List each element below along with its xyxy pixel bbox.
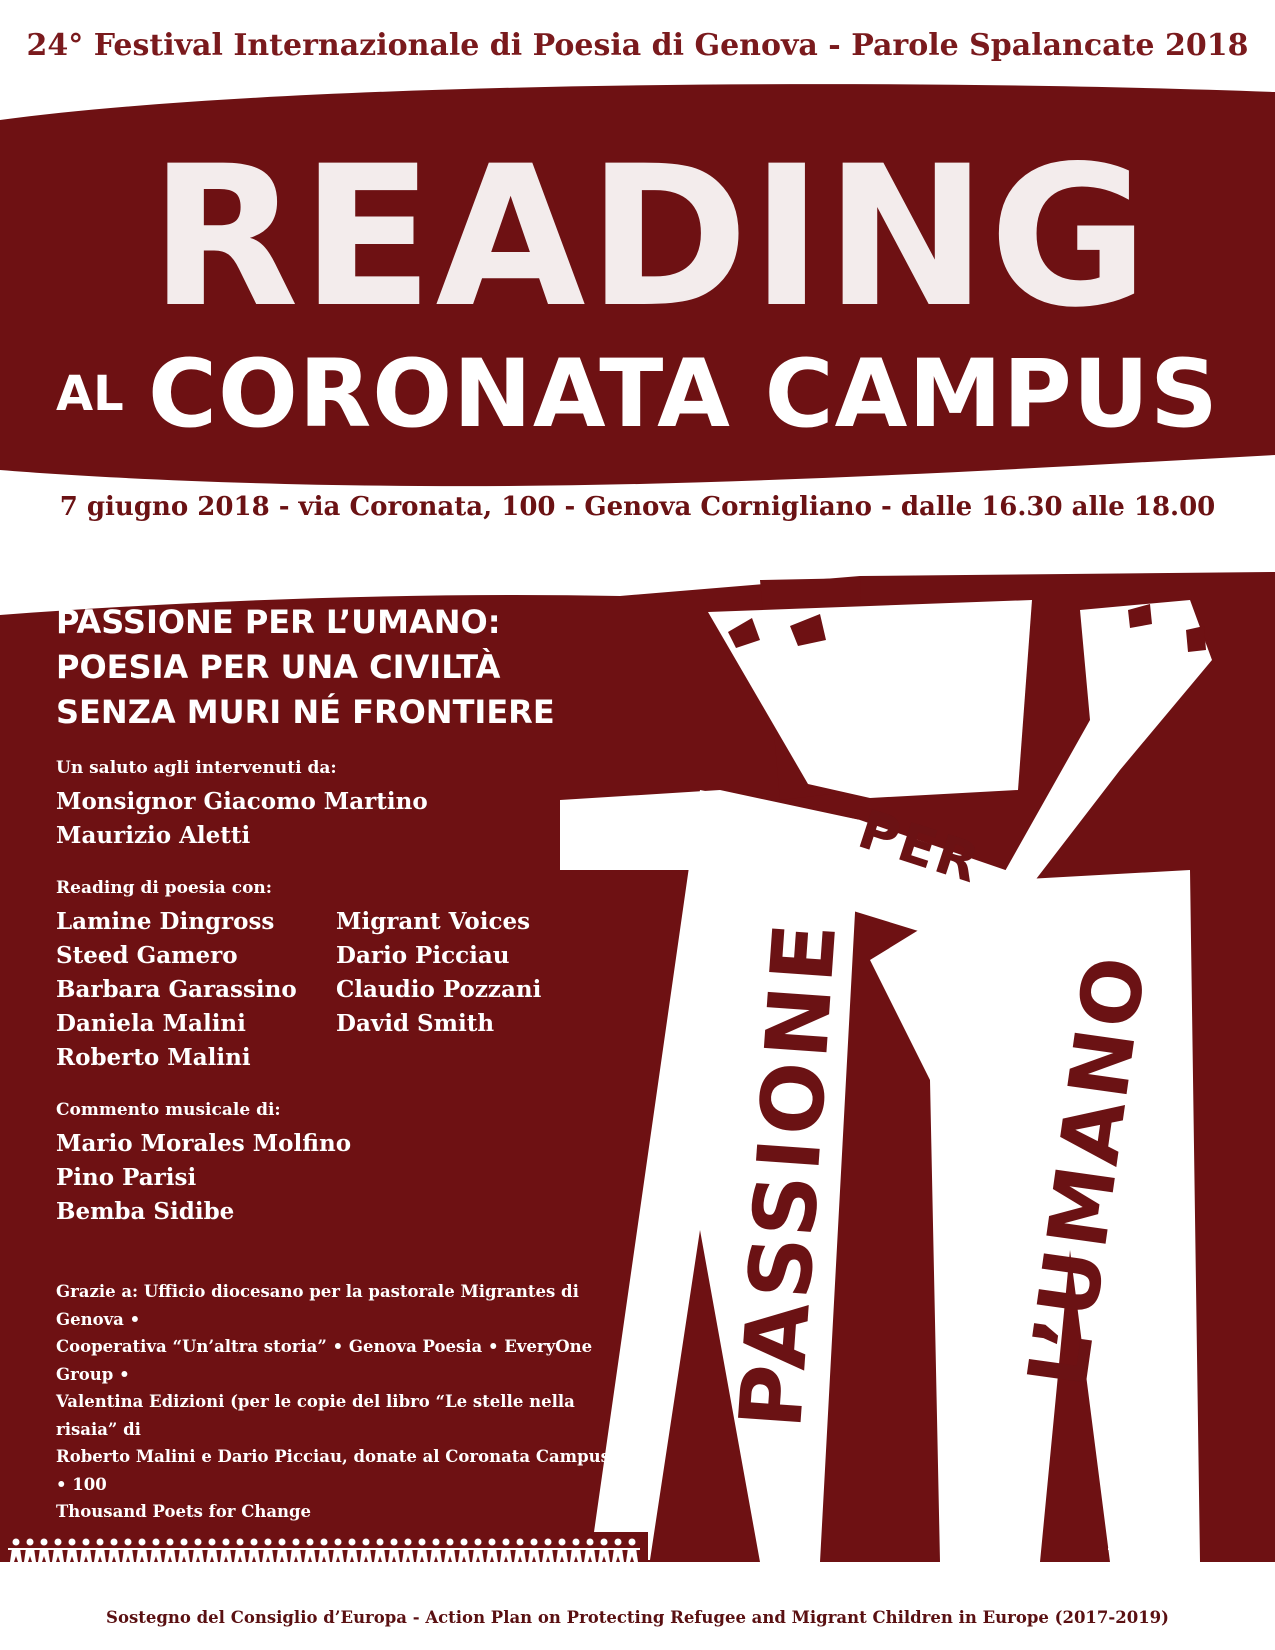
reader-name: Steed Gamero (56, 942, 238, 969)
festival-header: 24° Festival Internazionale di Poesia di Genova - Parole Spalancate 2018 (26, 28, 1249, 63)
event-details: 7 giugno 2018 - via Coronata, 100 - Genova Cornigliano - dalle 16.30 alle 18.00 (59, 492, 1216, 522)
acknowledgement-line: Grazie a: Ufficio diocesano per la pastorale Migrantes di Genova • (56, 1282, 579, 1329)
reader-name: Lamine Dingross (56, 908, 275, 935)
reader-name: David Smith (336, 1010, 495, 1037)
acknowledgement-line: Thousand Poets for Change (56, 1502, 312, 1521)
title-prefix: AL (56, 366, 124, 422)
music-section (56, 1099, 696, 1229)
readers-section (56, 877, 696, 1075)
headline (56, 600, 696, 735)
figure-word-per: PER (850, 797, 989, 896)
reader-name: Daniela Malini (56, 1010, 246, 1037)
acknowledgement-line: Roberto Malini e Dario Picciau, donate al Coronata Campus) • 100 (56, 1447, 618, 1494)
reader-name: Roberto Malini (56, 1044, 251, 1071)
title-subtitle: CORONATA CAMPUS (148, 340, 1219, 449)
headline-line: PASSIONE PER L’UMANO: (56, 603, 501, 641)
headline-line: SENZA MURI NÉ FRONTIERE (56, 693, 555, 731)
musician-name: Bemba Sidibe (56, 1198, 235, 1225)
greetings-section (56, 757, 696, 853)
reader-name: Dario Picciau (336, 942, 510, 969)
musician-name: Pino Parisi (56, 1164, 197, 1191)
reader-name: Migrant Voices (336, 908, 531, 935)
reader-name: Barbara Garassino (56, 976, 297, 1003)
headline-line: POESIA PER UNA CIVILTÀ (56, 648, 501, 686)
figure-word-passione: PASSIONE (721, 916, 857, 1432)
musician-name: Mario Morales Molfino (56, 1130, 352, 1157)
figure-word-lumano: L’UMANO (1010, 948, 1166, 1393)
music-label: Commento musicale di: (56, 1100, 281, 1120)
reader-name: Claudio Pozzani (336, 976, 542, 1003)
readers-column-2 (336, 905, 636, 1075)
acknowledgement-line: Cooperativa “Un’altra storia” • Genova Poesia • EveryOne Group • (56, 1337, 593, 1384)
footer-support-note: Sostegno del Consiglio d’Europa - Action Plan on Protecting Refugee and Migrant Children in Europe (2017-2019) (106, 1608, 1169, 1627)
readers-column-1 (56, 905, 336, 1075)
acknowledgement-line: Valentina Edizioni (per le copie del libro “Le stelle nella risaia” di (56, 1392, 575, 1439)
acknowledgements (56, 1278, 626, 1526)
readers-label: Reading di poesia con: (56, 878, 273, 898)
greeting-name: Maurizio Aletti (56, 822, 251, 849)
program-content (56, 600, 696, 1253)
title-reading: READING (149, 124, 1151, 350)
greetings-label: Un saluto agli intervenuti da: (56, 758, 337, 778)
greeting-name: Monsignor Giacomo Martino (56, 788, 428, 815)
